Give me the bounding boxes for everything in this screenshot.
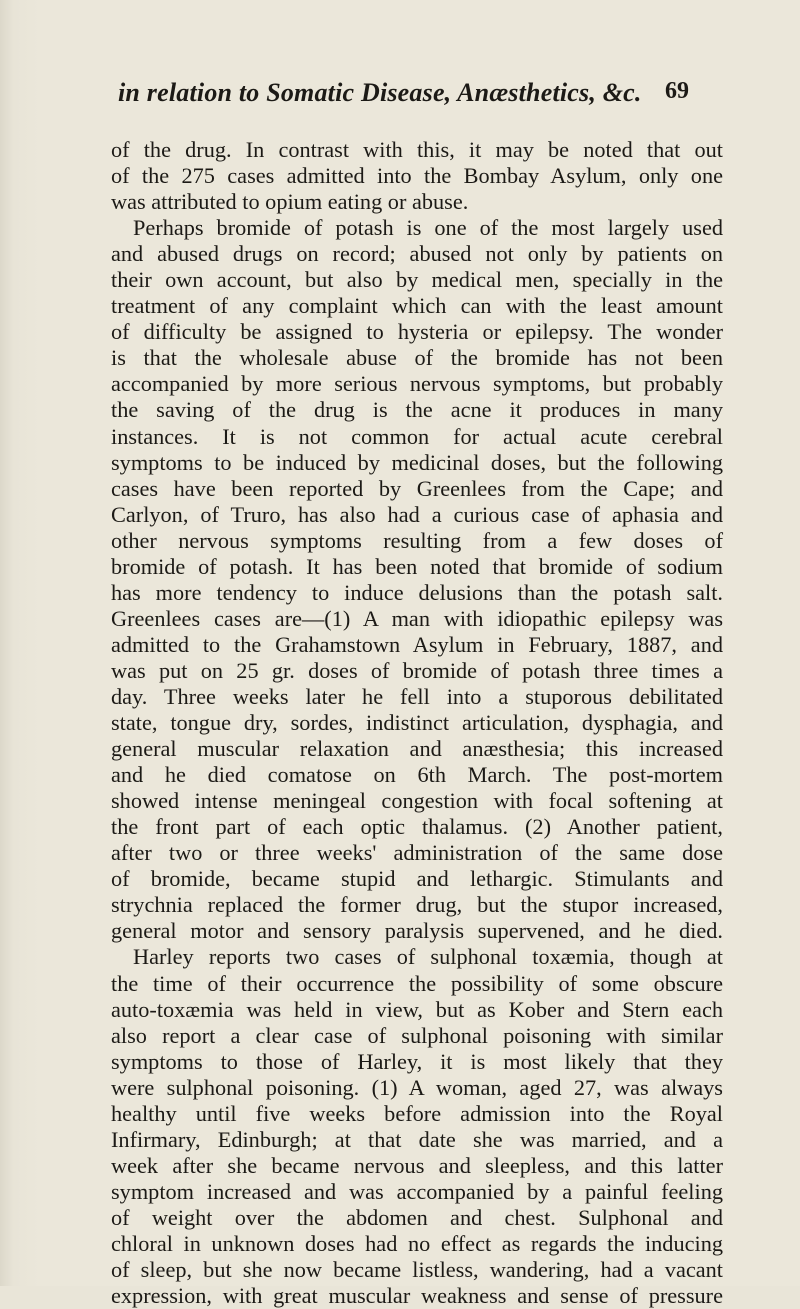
text-line: has more tendency to induce delusions than the potash salt. (111, 579, 723, 605)
text-line: Greenlees cases are—(1) A man with idiopathic epilepsy was (111, 605, 723, 631)
text-line: were sulphonal poisoning. (1) A woman, aged 27, was always (111, 1074, 723, 1100)
text-line: Perhaps bromide of potash is one of the most largely used (133, 215, 723, 241)
text-line: of difficulty be assigned to hysteria or epilepsy. The wonder (111, 319, 723, 345)
text-line: bromide of potash. It has been noted that bromide of sodium (111, 553, 723, 579)
body-text (111, 137, 723, 1309)
text-line: was put on 25 gr. doses of bromide of potash three times a (111, 657, 723, 683)
text-line: accompanied by more serious nervous symptoms, but probably (111, 371, 723, 397)
text-line: expression, with great muscular weakness and sense of pressure (111, 1283, 723, 1309)
text-line: strychnia replaced the former drug, but the stupor increased, (111, 892, 723, 918)
text-line: of weight over the abdomen and chest. Sulphonal and (111, 1204, 723, 1230)
text-line: auto-toxæmia was held in view, but as Kober and Stern each (111, 996, 723, 1022)
text-line: symptom increased and was accompanied by a painful feeling (111, 1178, 723, 1204)
text-line: showed intense meningeal congestion with focal softening at (111, 788, 723, 814)
text-line: of bromide, became stupid and lethargic. Stimulants and (111, 866, 723, 892)
text-line: after two or three weeks' administration of the same dose (111, 840, 723, 866)
text-line: general muscular relaxation and anæsthesia; this increased (111, 736, 723, 762)
text-line: admitted to the Grahamstown Asylum in February, 1887, and (111, 631, 723, 657)
text-line: also report a clear case of sulphonal poisoning with similar (111, 1022, 723, 1048)
text-line: the saving of the drug is the acne it produces in many (111, 397, 723, 423)
text-line: Harley reports two cases of sulphonal toxæmia, though at (133, 944, 723, 970)
text-line: cases have been reported by Greenlees from the Cape; and (111, 475, 723, 501)
text-line: is that the wholesale abuse of the bromide has not been (111, 345, 723, 371)
text-line: Infirmary, Edinburgh; at that date she was married, and a (111, 1126, 723, 1152)
text-line: their own account, but also by medical men, specially in the (111, 267, 723, 293)
text-line: instances. It is not common for actual acute cerebral (111, 423, 723, 449)
text-line: general motor and sensory paralysis supervened, and he died. (111, 918, 723, 944)
text-line: day. Three weeks later he fell into a stuporous debilitated (111, 683, 723, 709)
page-header (118, 78, 718, 112)
text-line: state, tongue dry, sordes, indistinct articulation, dysphagia, and (111, 710, 723, 736)
page-number: 69 (665, 78, 689, 104)
text-line: Carlyon, of Truro, has also had a curious case of aphasia and (111, 501, 723, 527)
text-line: treatment of any complaint which can with the least amount (111, 293, 723, 319)
text-line: was attributed to opium eating or abuse. (111, 189, 469, 215)
text-line: week after she became nervous and sleepless, and this latter (111, 1152, 723, 1178)
text-line: chloral in unknown doses had no effect as regards the inducing (111, 1230, 723, 1256)
text-line: of the 275 cases admitted into the Bombay Asylum, only one (111, 163, 723, 189)
text-line: of sleep, but she now became listless, wandering, had a vacant (111, 1257, 723, 1283)
text-line: other nervous symptoms resulting from a few doses of (111, 527, 723, 553)
text-line: and abused drugs on record; abused not only by patients on (111, 241, 723, 267)
text-line: the time of their occurrence the possibility of some obscure (111, 970, 723, 996)
text-line: the front part of each optic thalamus. (2) Another patient, (111, 814, 723, 840)
text-line: healthy until five weeks before admission into the Royal (111, 1100, 723, 1126)
text-line: symptoms to those of Harley, it is most likely that they (111, 1048, 723, 1074)
text-line: and he died comatose on 6th March. The post-mortem (111, 762, 723, 788)
text-line: of the drug. In contrast with this, it may be noted that out (111, 137, 723, 162)
running-title: in relation to Somatic Disease, Anæsthetics, &c. (118, 78, 642, 107)
text-line: symptoms to be induced by medicinal doses, but the following (111, 449, 723, 475)
